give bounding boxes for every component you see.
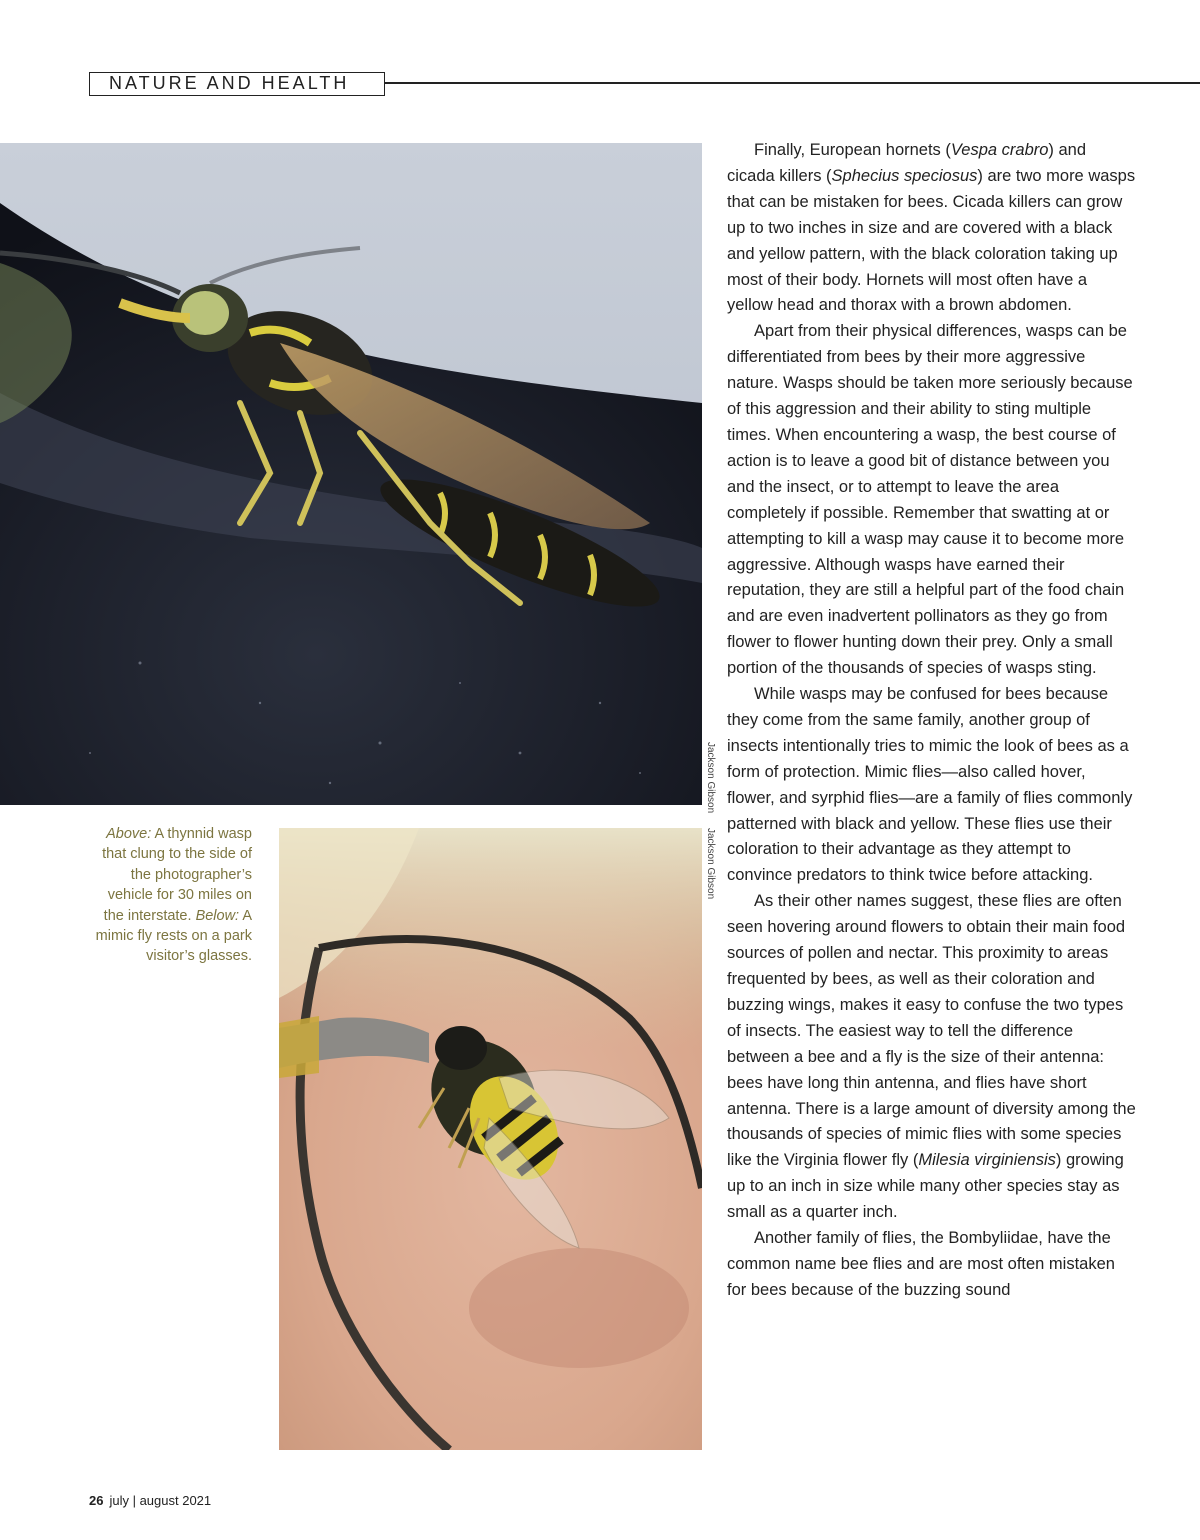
- paragraph-2: Apart from their physical differences, wasps can be differentiated from bees by their more aggressive nature. Wasps should be taken more seriously because of this aggression and their ability to sting multiple times. When encountering a wasp, the best course of action is to leave a good bit of distance between you and the insect, or to attempt to leave the area completely if possible. Remember that swatting at or attempting to kill a wasp may cause it to become more aggressive. Although wasps have earned their reputation, they are still a helpful part of the food chain and are even inadvertent pollinators as they go from flower to flower hunting down their prey. Only a small portion of the thousands of species of wasps sting.: [727, 322, 1133, 678]
- photo-caption: [88, 824, 252, 967]
- article-body: [727, 138, 1137, 1304]
- p1-text-c: ) are two more wasps that can be mistaken for bees. Cicada killers can grow up to two inches in size and are covered with a black and yellow pattern, with the black coloration taking up most of their body. Hornets will most often have a yellow head and thorax with a brown abdomen.: [727, 166, 1136, 315]
- issue-date: july | august 2021: [109, 1493, 212, 1508]
- wasp-photo: [0, 143, 702, 805]
- caption-text-below: A mimic fly rests on a park visitor’s glasses.: [95, 907, 252, 965]
- page-folio: [89, 1493, 211, 1508]
- p4-text-b: ) growing up to an inch in size while many other species stay as small as a quarter inch.: [727, 1151, 1124, 1222]
- caption-text-above: A thynnid wasp that clung to the side of the photographer’s vehicle for 30 miles on the interstate.: [102, 826, 252, 924]
- p1-species-cicada-killer: Sphecius speciosus: [831, 166, 978, 185]
- page-number: 26: [89, 1493, 104, 1508]
- fly-photo: [279, 828, 702, 1450]
- photo-credit-top: Jackson Gibson: [705, 742, 716, 814]
- paragraph-4: [727, 889, 1137, 1226]
- paragraph-3: While wasps may be confused for bees because they come from the same family, another group of insects intentionally tries to mimic the look of bees as a form of protection. Mimic flies—also called hover, flower, and syrphid flies—are a family of flies commonly patterned with black and yellow. These flies use their coloration to their advantage as they attempt to convince predators to think twice before attacking.: [727, 685, 1133, 885]
- p4-text-a: As their other names suggest, these flies are often seen hovering around flowers to obtain their main food sources of pollen and nectar. This proximity to areas frequented by bees, as well as their coloration and buzzing wings, makes it easy to confuse the two types of insects. The easiest way to tell the difference between a bee and a fly is the size of their antenna: bees have long thin antenna, and flies have short antenna. There is a large amount of diversity among the thousands of species of mimic flies with some species like the Virginia flower fly (: [727, 892, 1136, 1170]
- paragraph-5: Another family of flies, the Bombyliidae, have the common name bee flies and are most often mistaken for bees because of the buzzing sound: [727, 1229, 1115, 1299]
- header-rule: [385, 82, 1200, 84]
- p1-text-b: ) and cicada killers (: [727, 141, 1087, 185]
- caption-lead-above: Above:: [106, 826, 152, 842]
- p1-species-hornet: Vespa crabro: [950, 141, 1049, 159]
- p1-text-a: Finally, European hornets (: [754, 141, 951, 159]
- section-label: NATURE AND HEALTH: [89, 72, 385, 96]
- paragraph-1: [727, 138, 1137, 319]
- photo-credit-bottom: Jackson Gibson: [705, 828, 716, 900]
- caption-lead-below: Below:: [195, 907, 240, 924]
- p4-species-flower-fly: Milesia virginiensis: [918, 1151, 1056, 1170]
